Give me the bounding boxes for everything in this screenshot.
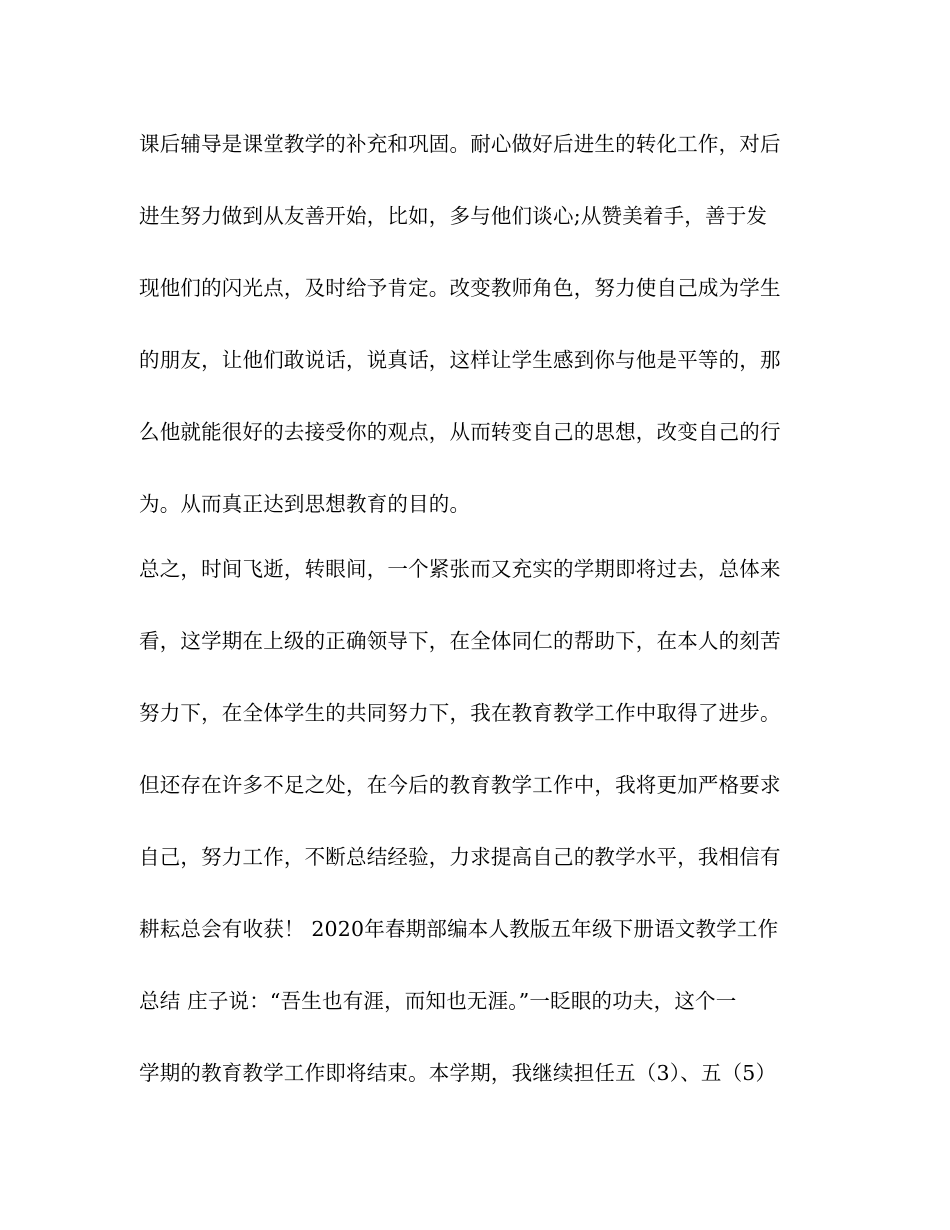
text-line: 的朋友，让他们敢说话，说真话，这样让学生感到你与他是平等的，那 xyxy=(139,348,781,372)
text-line: 自己，努力工作，不断总结经验，力求提高自己的教学水平，我相信有 xyxy=(139,845,781,869)
text-line: 总之，时间飞逝，转眼间，一个紧张而又充实的学期即将过去，总体来 xyxy=(139,557,781,581)
text-line: 现他们的闪光点，及时给予肯定。改变教师角色，努力使自己成为学生 xyxy=(139,276,781,300)
text-line: 但还存在许多不足之处，在今后的教育教学工作中，我将更加严格要求 xyxy=(139,773,781,797)
text-line: 总结 庄子说：“吾生也有涯，而知也无涯。”一眨眼的功夫，这个一 xyxy=(139,989,737,1013)
text-line: 看，这学期在上级的正确领导下，在全体同仁的帮助下，在本人的刻苦 xyxy=(139,629,781,653)
text-line: 学期的教育教学工作即将结束。本学期，我继续担任五（3）、五（5） xyxy=(139,1061,777,1085)
text-line: 努力下，在全体学生的共同努力下，我在教育教学工作中取得了进步。 xyxy=(139,701,781,725)
text-line: 么他就能很好的去接受你的观点，从而转变自己的思想，改变自己的行 xyxy=(139,420,781,444)
text-line: 耕耘总会有收获！ 2020年春期部编本人教版五年级下册语文教学工作 xyxy=(139,917,779,941)
text-line: 课后辅导是课堂教学的补充和巩固。耐心做好后进生的转化工作，对后 xyxy=(139,132,781,156)
text-line: 进生努力做到从友善开始，比如，多与他们谈心;从赞美着手，善于发 xyxy=(139,204,768,228)
text-line: 为。从而真正达到思想教育的目的。 xyxy=(139,492,471,516)
